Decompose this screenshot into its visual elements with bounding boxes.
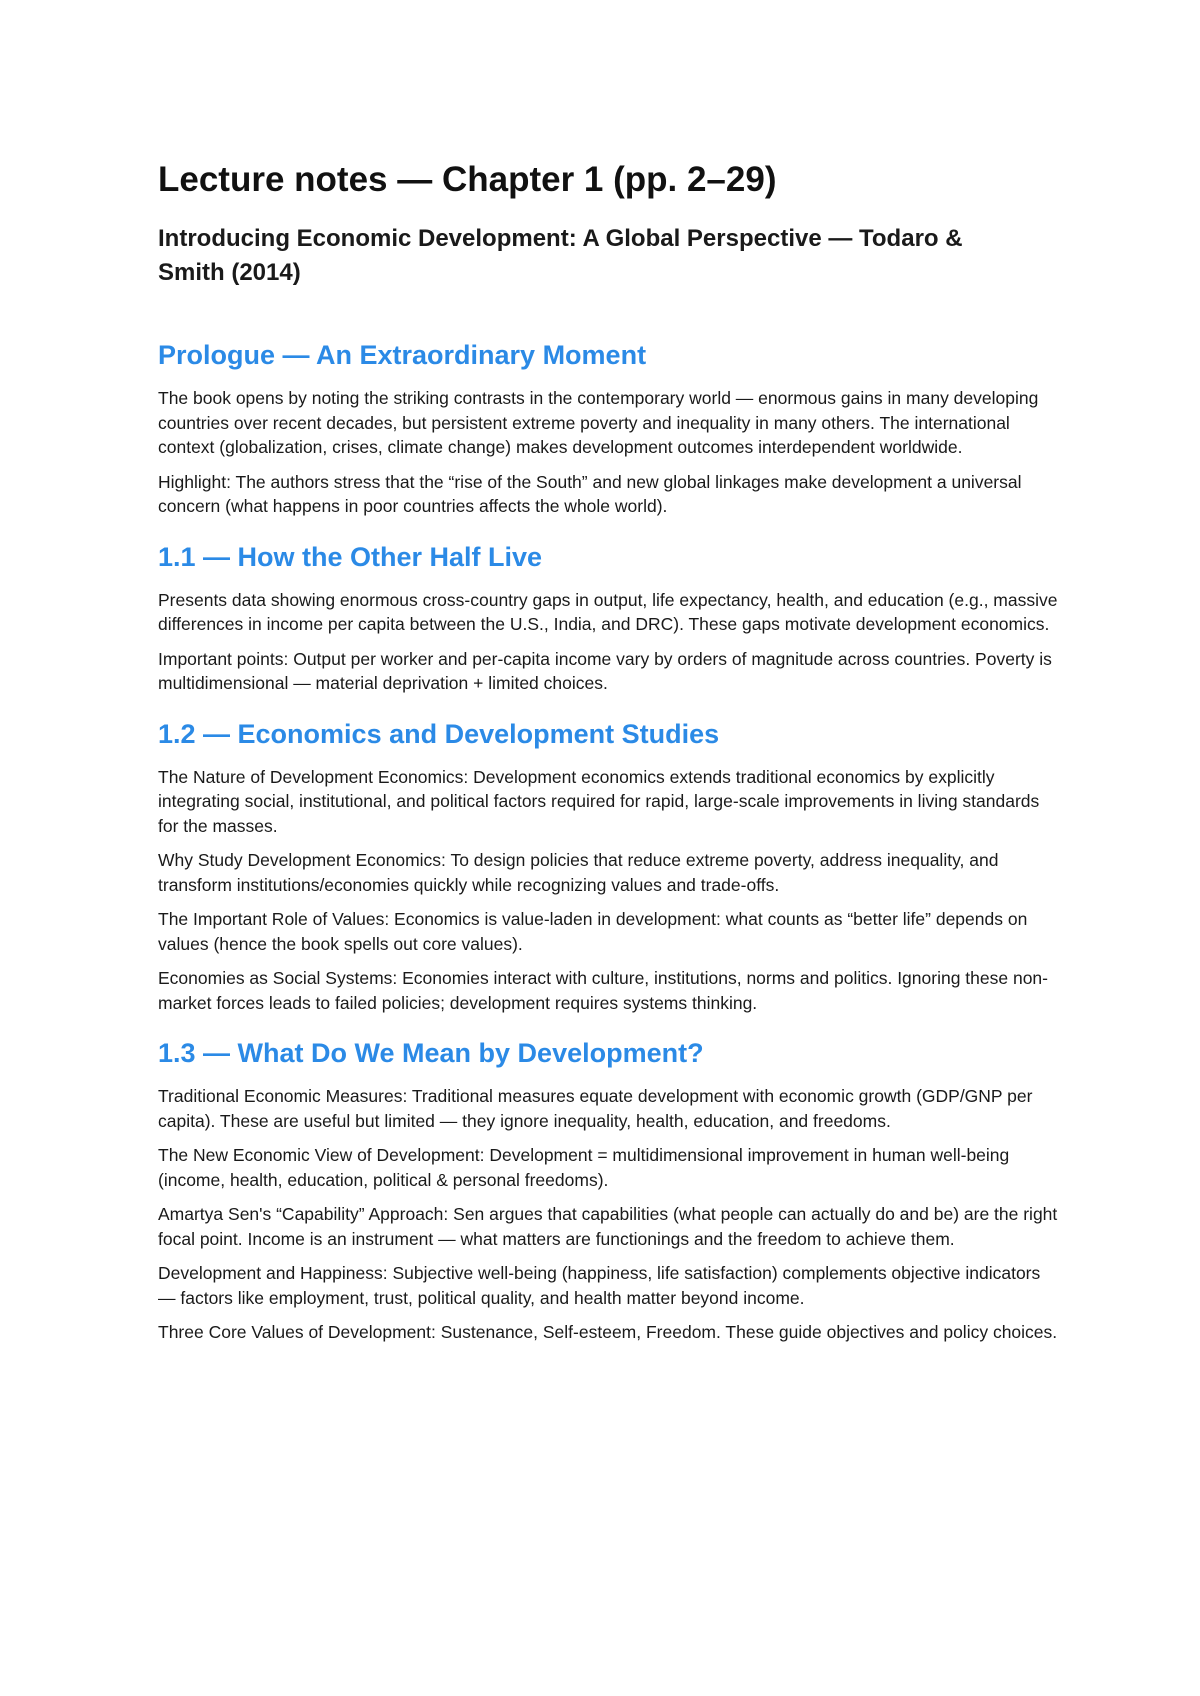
section-paragraph: The Nature of Development Economics: Development economics extends traditional economics by explicitly integrating social, institutional, and political factors required for rapid, large-scale improvements in living standards for the masses. <box>158 766 1040 836</box>
section-paragraph: Traditional Economic Measures: Traditional measures equate development with economic growth (GDP/GNP per capita). These are useful but limited — they ignore inequality, health, education, and freedoms. <box>158 1086 1033 1131</box>
section-paragraph: Important points: Output per worker and per-capita income vary by orders of magnitude across countries. Poverty is multidimensional — material deprivation + limited choices. <box>158 648 1052 693</box>
section-paragraph: Development and Happiness: Subjective well-being (happiness, life satisfaction) complements objective indicators — factors like employment, trust, political quality, and health matter beyond income. <box>158 1263 1041 1308</box>
section-paragraph: Economies as Social Systems: Economies interact with culture, institutions, norms and politics. Ignoring these non-market forces leads to failed policies; development requires systems thinking. <box>158 968 1048 1013</box>
section-1-2 <box>158 717 1080 1016</box>
section-paragraph: Why Study Development Economics: To design policies that reduce extreme poverty, address inequality, and transform institutions/economies quickly while recognizing values and trade-offs. <box>158 850 999 895</box>
section-paragraph: Three Core Values of Development: Sustenance, Self-esteem, Freedom. These guide objectives and policy choices. <box>158 1322 1058 1342</box>
section-paragraph: Presents data showing enormous cross-country gaps in output, life expectancy, health, and education (e.g., massive differences in income per capita between the U.S., India, and DRC). These gaps motivate development economics. <box>158 589 1058 634</box>
section-paragraph: The New Economic View of Development: Development = multidimensional improvement in human well-being (income, health, education, political & personal freedoms). <box>158 1145 1010 1190</box>
section-prologue <box>158 338 1080 519</box>
page-title: Lecture notes — Chapter 1 (pp. 2–29) <box>158 160 777 199</box>
section-paragraph: Amartya Sen's “Capability” Approach: Sen argues that capabilities (what people can actually do and be) are the right focal point. Income is an instrument — what matters are functionings and the freedom to achieve them. <box>158 1204 1058 1249</box>
section-heading: 1.2 — Economics and Development Studies <box>158 718 720 749</box>
section-heading: Prologue — An Extraordinary Moment <box>158 340 647 370</box>
document-subtitle: Introducing Economic Development: A Global Perspective — Todaro & Smith (2014) <box>158 225 963 286</box>
section-1-1 <box>158 540 1080 696</box>
section-paragraph: The book opens by noting the striking contrasts in the contemporary world — enormous gains in many developing countries over recent decades, but persistent extreme poverty and inequality in many others. The international context (globalization, crises, climate change) makes development outcomes interdependent worldwide. <box>158 388 1039 457</box>
section-paragraph: Highlight: The authors stress that the “rise of the South” and new global linkages make development a universal concern (what happens in poor countries affects the whole world). <box>158 471 1022 516</box>
section-heading: 1.3 — What Do We Mean by Development? <box>158 1038 704 1068</box>
section-heading: 1.1 — How the Other Half Live <box>158 541 543 572</box>
section-1-3 <box>158 1036 1080 1345</box>
section-paragraph: The Important Role of Values: Economics is value-laden in development: what counts as “better life” depends on values (hence the book spells out core values). <box>158 909 1028 954</box>
